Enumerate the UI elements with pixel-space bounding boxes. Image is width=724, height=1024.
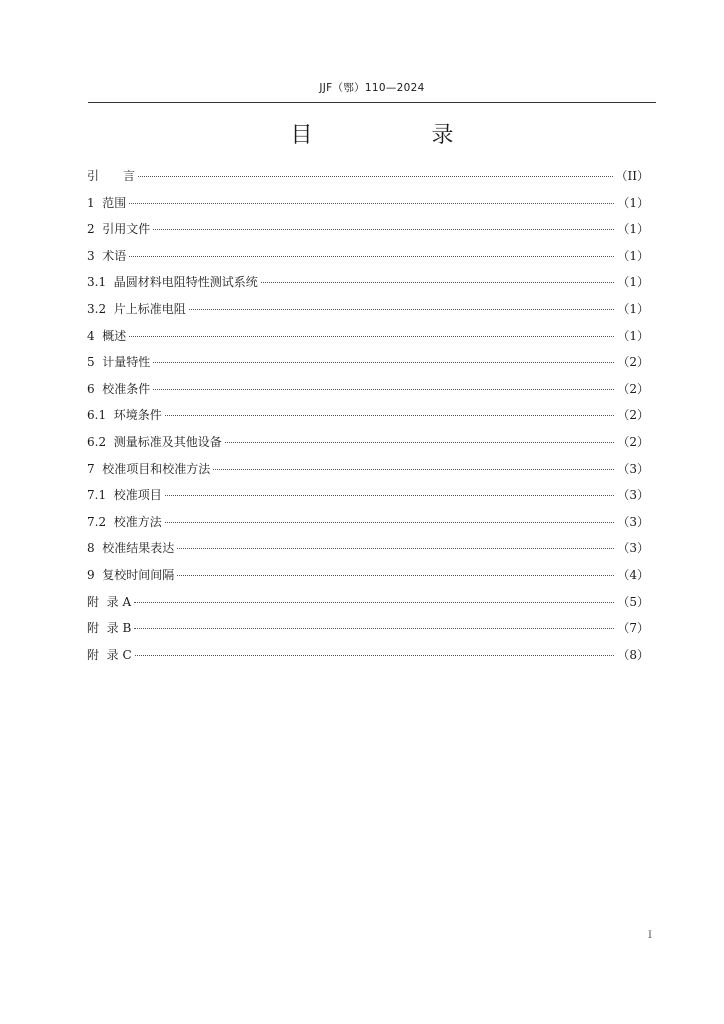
toc-entry-page: （8） <box>617 647 649 662</box>
toc-entry-3-2[interactable] <box>87 299 649 326</box>
toc-entry-7[interactable] <box>87 459 649 486</box>
page-number: I <box>648 930 652 941</box>
toc-entry-label: 附 录 A <box>87 594 132 609</box>
toc-entry-label: 4 概述 <box>87 328 127 343</box>
toc-entry-label: 引 言 <box>87 169 136 183</box>
toc-entry-page: （2） <box>617 381 649 396</box>
toc-entry-label: 3.2 片上标准电阻 <box>87 301 186 316</box>
toc-dot-leader <box>165 495 615 496</box>
toc-entry-label: 7.1 校准项目 <box>87 488 162 503</box>
toc-dot-leader <box>261 282 615 283</box>
toc-entry-page: （1） <box>617 222 649 237</box>
toc-dot-leader <box>189 309 615 310</box>
toc-entry-page: （4） <box>617 567 649 582</box>
toc-entry-label: 9 复校时间间隔 <box>87 567 175 582</box>
toc-entry-page: （3） <box>617 461 649 476</box>
toc-entry-8[interactable] <box>87 538 649 565</box>
toc-dot-leader <box>225 442 615 443</box>
toc-entry-7-2[interactable] <box>87 512 649 539</box>
toc-entry-1[interactable] <box>87 193 649 220</box>
header-divider <box>88 102 656 103</box>
toc-dot-leader <box>129 336 614 337</box>
toc-entry-label: 2 引用文件 <box>87 222 151 237</box>
toc-list <box>87 166 649 671</box>
toc-dot-leader <box>177 575 614 576</box>
toc-entry-label: 6 校准条件 <box>87 381 151 396</box>
toc-entry-page: （1） <box>617 195 649 210</box>
toc-entry-page: （1） <box>617 248 649 263</box>
toc-dot-leader <box>177 548 614 549</box>
toc-dot-leader <box>135 655 615 656</box>
toc-dot-leader <box>129 256 614 257</box>
toc-entry-7-1[interactable] <box>87 485 649 512</box>
toc-entry-label: 5 计量特性 <box>87 355 151 370</box>
toc-entry-4[interactable] <box>87 326 649 353</box>
toc-dot-leader <box>134 602 614 603</box>
toc-entry-appendix-a[interactable] <box>87 592 649 619</box>
toc-entry-label: 8 校准结果表达 <box>87 541 175 556</box>
toc-entry-label: 7.2 校准方法 <box>87 514 162 529</box>
toc-entry-page: （1） <box>617 301 649 316</box>
toc-dot-leader <box>153 362 614 363</box>
document-header: JJF（鄂）110—2024 <box>319 82 425 94</box>
toc-entry-page: （5） <box>617 594 649 609</box>
toc-entry-label: 6.2 测量标准及其他设备 <box>87 434 222 449</box>
toc-entry-page: （3） <box>617 541 649 556</box>
toc-entry-page: （7） <box>617 621 649 636</box>
toc-dot-leader <box>153 229 614 230</box>
toc-dot-leader <box>165 522 615 523</box>
toc-entry-label: 3 术语 <box>87 248 127 263</box>
toc-entry-page: （2） <box>617 355 649 370</box>
toc-entry-page: （1） <box>617 275 649 290</box>
toc-entry-label: 6.1 环境条件 <box>87 408 162 423</box>
toc-entry-foreword[interactable] <box>87 166 649 193</box>
toc-entry-page: （3） <box>617 514 649 529</box>
toc-entry-3-1[interactable] <box>87 272 649 299</box>
toc-entry-page: （3） <box>617 488 649 503</box>
toc-entry-label: 附 录 B <box>87 621 132 636</box>
toc-dot-leader <box>138 176 613 177</box>
toc-dot-leader <box>153 389 614 390</box>
toc-entry-3[interactable] <box>87 246 649 273</box>
toc-entry-page: （II） <box>615 169 649 183</box>
toc-dot-leader <box>129 203 614 204</box>
toc-title: 目 录 <box>290 123 510 148</box>
toc-entry-2[interactable] <box>87 219 649 246</box>
toc-entry-label: 7 校准项目和校准方法 <box>87 461 211 476</box>
toc-entry-label: 1 范围 <box>87 195 127 210</box>
toc-entry-5[interactable] <box>87 352 649 379</box>
toc-entry-page: （1） <box>617 328 649 343</box>
toc-entry-6-2[interactable] <box>87 432 649 459</box>
toc-dot-leader <box>134 628 614 629</box>
toc-entry-label: 3.1 晶圆材料电阻特性测试系统 <box>87 275 258 290</box>
toc-entry-page: （2） <box>617 408 649 423</box>
toc-entry-appendix-c[interactable] <box>87 645 649 672</box>
toc-entry-6-1[interactable] <box>87 405 649 432</box>
toc-entry-9[interactable] <box>87 565 649 592</box>
toc-entry-label: 附 录 C <box>87 647 132 662</box>
toc-entry-appendix-b[interactable] <box>87 618 649 645</box>
toc-entry-page: （2） <box>617 434 649 449</box>
toc-entry-6[interactable] <box>87 379 649 406</box>
toc-dot-leader <box>165 415 615 416</box>
toc-dot-leader <box>213 469 614 470</box>
